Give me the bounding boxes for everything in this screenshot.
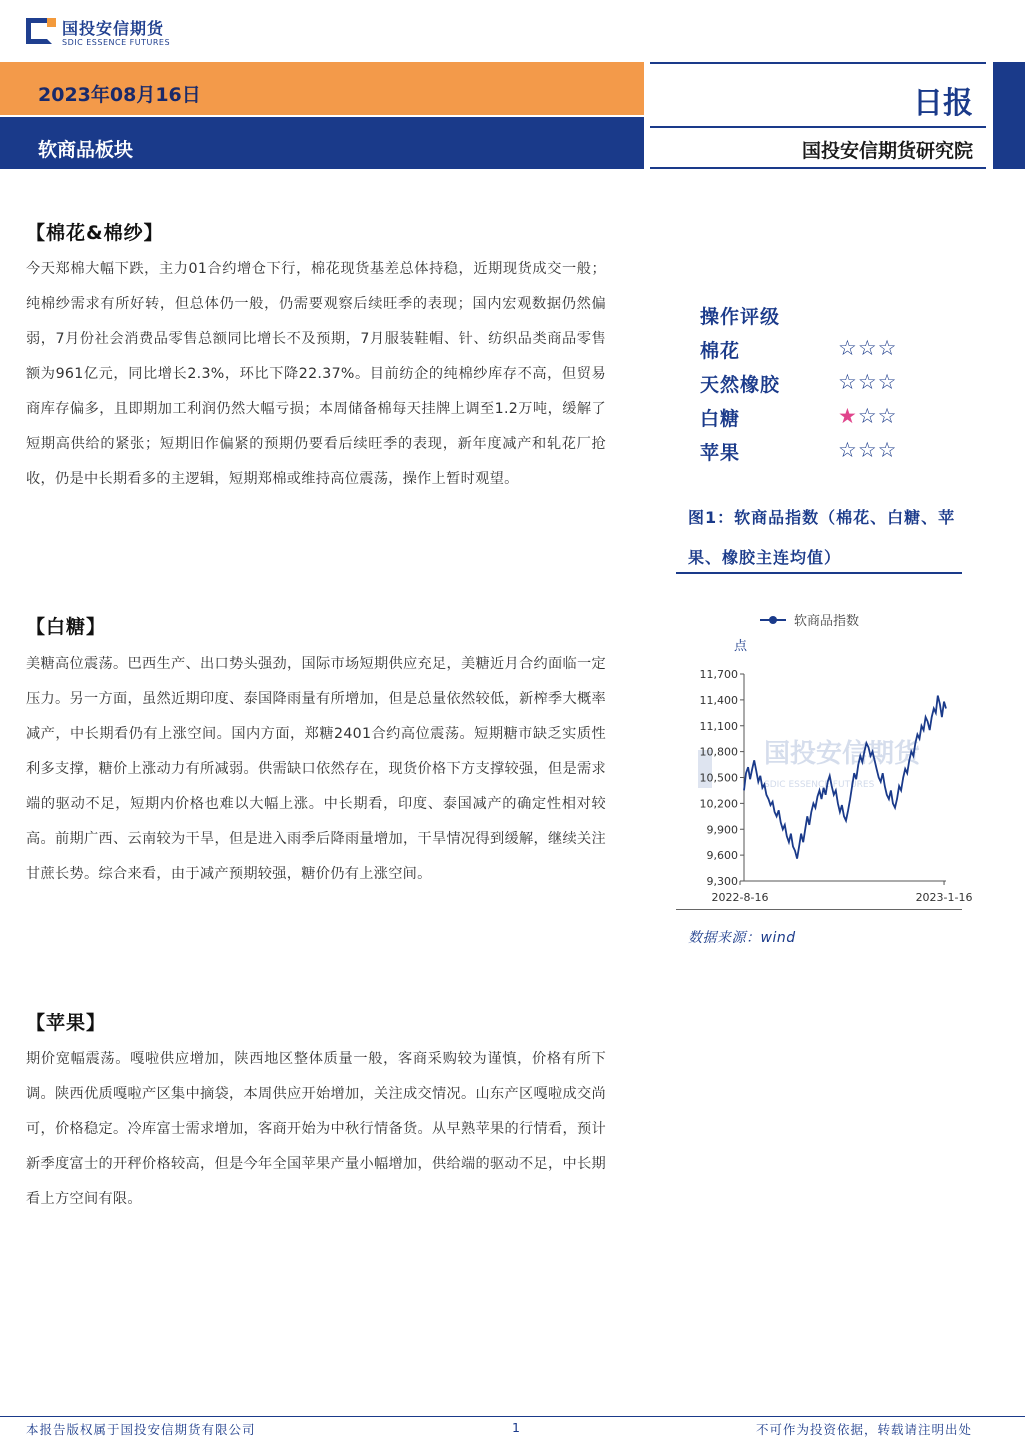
section-text-apple: 期价宽幅震荡。嘎啦供应增加，陕西地区整体质量一般，客商采购较为谨慎，价格有所下调。陕西优质嘎啦产区集中摘袋，本周供应开始增加，关注成交情况。山东产区嘎啦成交尚可，价格稳定。冷库富士需求增加，客商开始为中秋行情备货。从早熟苹果的行情看，预计新季度富士的开秤价格较高，但是今年全国苹果产量小幅增加，供给端的驱动不足，中长期看上方空间有限。 (26, 1051, 606, 1207)
x-tick-label: 2022-8-16 (711, 891, 769, 904)
x-tick-label: 2023-1-16 (915, 891, 973, 904)
header-side-block (993, 62, 1025, 169)
empty-star-icon: ☆ (877, 336, 898, 360)
rating-stars (838, 336, 897, 360)
empty-star-icon: ☆ (877, 438, 898, 462)
legend-label: 软商品指数 (794, 614, 860, 629)
figure-title: 图1：软商品指数（棉花、白糖、苹果、橡胶主连均值） (688, 508, 956, 567)
rating-name: 天然橡胶 (700, 374, 781, 396)
y-tick-label: 11,100 (699, 719, 738, 733)
y-tick-label: 9,600 (706, 849, 738, 863)
page-number: 1 (512, 1420, 521, 1435)
empty-star-icon: ☆ (838, 438, 858, 462)
empty-star-icon: ☆ (877, 370, 898, 394)
empty-star-icon: ☆ (857, 370, 878, 394)
section-heading-cotton: 【棉花&棉纱】 (26, 222, 164, 244)
y-axis-label: 点 (734, 639, 748, 654)
y-tick-label: 10,800 (699, 745, 738, 759)
empty-star-icon: ☆ (857, 336, 878, 360)
data-source: 数据来源：wind (688, 930, 796, 946)
y-tick-label: 11,400 (699, 693, 738, 707)
rating-row (700, 438, 920, 468)
header-rule-top (650, 62, 986, 64)
filled-star-icon: ★ (838, 404, 858, 428)
rating-row (700, 336, 920, 366)
y-tick-label: 9,300 (706, 875, 738, 888)
report-date: 2023年08月16日 (38, 84, 201, 106)
section-text-sugar: 美糖高位震荡。巴西生产、出口势头强劲，国际市场短期供应充足，美糖近月合约面临一定压力。另一方面，虽然近期印度、泰国降雨量有所增加，但是总量依然较低，新榨季大概率减产，中长期看仍有上涨空间。国内方面，郑糖2401合约高位震荡。短期糖市缺乏实质性利多支撑，糖价上涨动力有所减弱。供需缺口依然存在，现货价格下方支撑较强，但是需求端的驱动不足，短期内价格也难以大幅上涨。中长期看，印度、泰国减产的确定性相对较高。前期广西、云南较为干旱，但是进入雨季后降雨量增加，干旱情况得到缓解，继续关注甘蔗长势。综合来看，由于减产预期较强，糖价仍有上涨空间。 (26, 656, 606, 882)
institute-name: 国投安信期货研究院 (801, 140, 973, 162)
y-tick-label: 10,500 (699, 771, 738, 785)
header-rule-mid (650, 126, 986, 128)
footer-rule (0, 1416, 1025, 1417)
footer-disclaimer: 不可作为投资依据，转载请注明出处 (756, 1422, 973, 1437)
watermark-text: 国投安信期货 (764, 739, 921, 769)
series-line (744, 696, 946, 859)
y-tick-label: 9,900 (706, 823, 738, 837)
y-tick-label: 11,700 (699, 668, 738, 681)
header-rule-bottom (650, 167, 986, 169)
rating-title: 操作评级 (700, 306, 781, 328)
empty-star-icon: ☆ (838, 370, 858, 394)
rating-name: 棉花 (700, 340, 741, 362)
rating-stars (838, 438, 897, 462)
empty-star-icon: ☆ (857, 404, 878, 428)
rating-row (700, 370, 920, 400)
rating-name: 白糖 (700, 408, 741, 430)
figure-rule-top (676, 572, 962, 574)
empty-star-icon: ☆ (877, 404, 898, 428)
report-type: 日报 (913, 86, 973, 121)
brand-name-en: SDIC ESSENCE FUTURES (62, 38, 171, 47)
index-line-chart (676, 598, 973, 908)
legend-marker-icon (769, 616, 777, 624)
watermark-text-en: SDIC ESSENCE FUTURES (764, 780, 875, 790)
rating-row (700, 404, 920, 434)
figure-rule-bottom (676, 909, 962, 910)
footer-copyright: 本报告版权属于国投安信期货有限公司 (26, 1422, 256, 1437)
y-tick-label: 10,200 (699, 797, 738, 811)
section-heading-sugar: 【白糖】 (26, 616, 107, 638)
section-text-cotton: 今天郑棉大幅下跌，主力01合约增仓下行，棉花现货基差总体持稳，近期现货成交一般；纯棉纱需求有所好转，但总体仍一般，仍需要观察后续旺季的表现；国内宏观数据仍然偏弱，7月份社会消费品零售总额同比增长不及预期，7月服装鞋帽、针、纺织品类商品零售额为961亿元，同比增长2.3%，环比下降22.37%。目前纺企的纯棉纱库存不高，但贸易商库存偏多，且即期加工利润仍然大幅亏损；本周储备棉每天挂牌上调至1.2万吨，缓解了短期高供给的紧张；短期旧作偏紧的预期仍要看后续旺季的表现，新年度减产和轧花厂抢收，仍是中长期看多的主逻辑，短期郑棉或维持高位震荡，操作上暂时观望。 (26, 261, 606, 487)
section-name: 软商品板块 (38, 139, 134, 161)
section-heading-apple: 【苹果】 (26, 1012, 107, 1034)
empty-star-icon: ☆ (838, 336, 858, 360)
rating-stars (838, 370, 897, 394)
brand-name: 国投安信期货 (62, 19, 165, 38)
brand-logo-icon (26, 18, 52, 44)
empty-star-icon: ☆ (857, 438, 878, 462)
rating-name: 苹果 (700, 442, 741, 464)
rating-stars (838, 404, 897, 428)
